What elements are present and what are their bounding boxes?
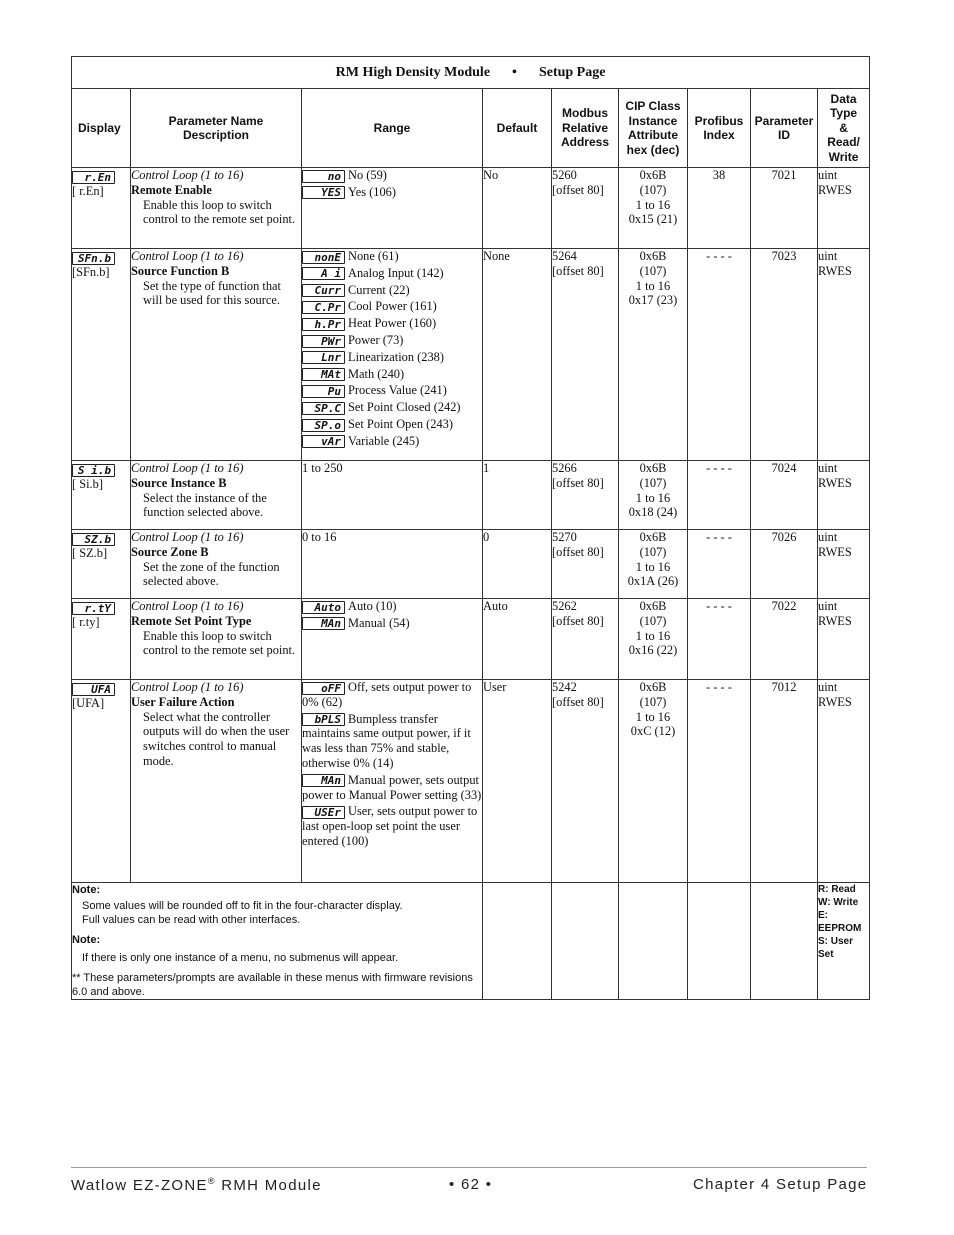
empty-cell — [483, 883, 552, 1000]
note-text: Some values will be rounded off to fit in the four-character display. — [82, 900, 403, 912]
modbus-offset: [offset 80] — [552, 263, 604, 278]
range-option — [302, 712, 482, 771]
cip-line: 1 to 16 — [635, 628, 671, 643]
cip-line: 0x15 (21) — [628, 212, 678, 227]
lcd-display-icon: nonE — [302, 251, 345, 264]
range-option — [302, 299, 482, 314]
lcd-display-icon: r.En — [72, 171, 115, 184]
range-option — [302, 434, 482, 449]
range-option-text: Set Point Open (243) — [348, 416, 453, 431]
param-name: Remote Set Point Type — [131, 613, 252, 628]
range-option-text: Variable (245) — [348, 433, 420, 448]
cip-cell — [619, 461, 688, 530]
data-type: uint — [818, 680, 838, 694]
lcd-display-icon: S i.b — [72, 464, 115, 477]
range-text: 1 to 250 — [302, 461, 343, 475]
cip-line: (107) — [639, 613, 667, 628]
range-option-text: Set Point Closed (242) — [348, 400, 461, 415]
header-range: Range — [302, 89, 483, 168]
range-option-text: Cool Power (161) — [348, 299, 437, 314]
param-description: Select what the controller outputs will do when the user switches control to manual mode. — [143, 709, 290, 768]
modbus-offset: [offset 80] — [552, 182, 604, 197]
read-write: RWES — [818, 544, 852, 559]
lcd-display-icon: SZ.b — [72, 533, 115, 546]
cip-line: 0x6B — [639, 599, 667, 613]
legend-item: S: User Set — [818, 936, 854, 960]
notes-row — [72, 883, 870, 1000]
modbus-address: 5260 — [552, 168, 577, 182]
loop-range: Control Loop (1 to 16) — [131, 461, 244, 475]
table-row — [72, 461, 870, 530]
profibus-cell: - - - - — [688, 680, 751, 883]
read-write: RWES — [818, 263, 852, 278]
range-option — [302, 168, 482, 183]
range-option-text: Off, sets output power to 0% (62) — [302, 680, 472, 709]
param-name: Source Instance B — [131, 475, 227, 490]
loop-range: Control Loop (1 to 16) — [131, 168, 244, 182]
range-option-text: Bumpless transfer maintains same output power, if it was less than 75% and stable, otherwise 0% (14) — [302, 711, 471, 770]
cip-line: (107) — [639, 475, 667, 490]
data-type-cell — [818, 530, 870, 599]
modbus-cell — [552, 461, 619, 530]
table-row — [72, 680, 870, 883]
range-option — [302, 616, 482, 631]
cip-line: 1 to 16 — [635, 278, 671, 293]
data-type: uint — [818, 168, 838, 182]
header-cip: CIP Class Instance Attribute hex (dec) — [619, 89, 688, 168]
modbus-offset: [offset 80] — [552, 694, 604, 709]
modbus-address: 5266 — [552, 461, 577, 475]
note-text: If there is only one instance of a menu, no submenus will appear. — [82, 952, 399, 964]
lcd-display-icon: MAn — [302, 617, 345, 630]
range-option — [302, 804, 482, 848]
legend-item: R: Read — [818, 884, 856, 895]
profibus-cell: - - - - — [688, 599, 751, 680]
lcd-display-icon: SP.o — [302, 419, 345, 432]
default-cell: No — [483, 168, 552, 249]
cip-line: 0x6B — [639, 680, 667, 694]
footer-product: Watlow EZ-ZONE — [71, 1177, 208, 1194]
table-title — [72, 57, 870, 89]
range-cell — [302, 168, 483, 249]
cip-cell — [619, 680, 688, 883]
profibus-cell: 38 — [688, 168, 751, 249]
empty-cell — [619, 883, 688, 1000]
range-option — [302, 400, 482, 415]
param-description: Set the zone of the function selected above. — [143, 559, 280, 589]
cip-line: 1 to 16 — [635, 709, 671, 724]
range-option-text: No (59) — [348, 168, 387, 182]
modbus-cell — [552, 599, 619, 680]
range-option-text: Power (73) — [348, 332, 404, 347]
data-type-cell — [818, 599, 870, 680]
cip-line: 1 to 16 — [635, 197, 671, 212]
range-option-text: Auto (10) — [348, 599, 397, 613]
modbus-offset: [offset 80] — [552, 475, 604, 490]
note-label: Note: — [72, 884, 101, 896]
param-name-cell — [131, 249, 302, 461]
param-id-cell: 7024 — [751, 461, 818, 530]
param-name: Source Zone B — [131, 544, 209, 559]
display-cell — [72, 249, 131, 461]
lcd-display-icon: MAt — [302, 368, 345, 381]
range-cell — [302, 680, 483, 883]
cip-line: 0x16 (22) — [628, 643, 678, 658]
range-option — [302, 773, 482, 803]
empty-cell — [552, 883, 619, 1000]
loop-range: Control Loop (1 to 16) — [131, 599, 244, 613]
lcd-display-icon: SFn.b — [72, 252, 115, 265]
lcd-display-icon: no — [302, 170, 345, 183]
default-cell: None — [483, 249, 552, 461]
display-cell — [72, 599, 131, 680]
header-default: Default — [483, 89, 552, 168]
range-option-text: User, sets output power to last open-loop set point the user entered (100) — [302, 804, 478, 848]
param-name: Source Function B — [131, 263, 230, 278]
note-text: Full values can be read with other interfaces. — [82, 914, 301, 926]
param-name-cell — [131, 168, 302, 249]
header-display: Display — [72, 89, 131, 168]
param-id-cell: 7021 — [751, 168, 818, 249]
modbus-cell — [552, 680, 619, 883]
loop-range: Control Loop (1 to 16) — [131, 680, 244, 694]
modbus-address: 5262 — [552, 599, 577, 613]
data-type: uint — [818, 461, 838, 475]
range-option — [302, 266, 482, 281]
cip-line: 1 to 16 — [635, 490, 671, 505]
cip-line: 0x6B — [639, 461, 667, 475]
profibus-cell: - - - - — [688, 461, 751, 530]
cip-cell — [619, 599, 688, 680]
footer-rule — [71, 1167, 867, 1168]
display-cell — [72, 530, 131, 599]
param-name-cell — [131, 680, 302, 883]
lcd-display-icon: oFF — [302, 682, 345, 695]
modbus-offset: [offset 80] — [552, 613, 604, 628]
range-option — [302, 283, 482, 298]
header-profibus: Profibus Index — [688, 89, 751, 168]
data-type-cell — [818, 249, 870, 461]
param-description: Set the type of function that will be used for this source. — [143, 278, 281, 308]
display-cell — [72, 461, 131, 530]
header-param-name: Parameter Name Description — [131, 89, 302, 168]
lcd-display-icon: bPLS — [302, 713, 345, 726]
cip-line: (107) — [639, 544, 667, 559]
data-type-cell — [818, 680, 870, 883]
lcd-display-icon: Auto — [302, 601, 345, 614]
modbus-offset: [offset 80] — [552, 544, 604, 559]
table-body — [72, 168, 870, 883]
table-row — [72, 249, 870, 461]
table-row — [72, 168, 870, 249]
data-type-cell — [818, 168, 870, 249]
table-row — [72, 599, 870, 680]
cip-line: (107) — [639, 182, 667, 197]
param-name-cell — [131, 530, 302, 599]
modbus-address: 5264 — [552, 249, 577, 263]
display-code: [ r.ty] — [72, 615, 100, 630]
range-option — [302, 599, 482, 614]
cip-line: 0x6B — [639, 168, 667, 182]
parameter-table — [71, 56, 870, 1000]
header-data-type: Data Type & Read/ Write — [818, 89, 870, 168]
read-write: RWES — [818, 475, 852, 490]
title-bullet: • — [512, 64, 517, 80]
cip-line: (107) — [639, 263, 667, 278]
header-row — [72, 89, 870, 168]
lcd-display-icon: Lnr — [302, 351, 345, 364]
range-option — [302, 383, 482, 398]
note-label: Note: — [72, 934, 101, 946]
cip-line: 0x18 (24) — [628, 505, 678, 520]
param-name-cell — [131, 599, 302, 680]
cip-line: 0xC (12) — [630, 724, 676, 739]
range-option — [302, 249, 482, 264]
param-id-cell: 7026 — [751, 530, 818, 599]
data-type-cell — [818, 461, 870, 530]
range-cell — [302, 530, 483, 599]
range-cell — [302, 249, 483, 461]
page-name: Setup Page — [538, 64, 606, 80]
data-type: uint — [818, 599, 838, 613]
range-option-text: Analog Input (142) — [348, 265, 444, 280]
range-option — [302, 350, 482, 365]
empty-cell — [751, 883, 818, 1000]
display-cell — [72, 680, 131, 883]
default-cell: 1 — [483, 461, 552, 530]
legend-item: E: EEPROM — [818, 910, 862, 934]
table-row — [72, 530, 870, 599]
param-id-cell: 7022 — [751, 599, 818, 680]
range-option-text: Heat Power (160) — [348, 316, 437, 331]
cip-line: 0x17 (23) — [628, 293, 678, 308]
module-name: RM High Density Module — [335, 64, 491, 80]
read-write: RWES — [818, 613, 852, 628]
display-code: [ r.En] — [72, 184, 104, 199]
lcd-display-icon: MAn — [302, 774, 345, 787]
range-option — [302, 367, 482, 382]
lcd-display-icon: YES — [302, 186, 345, 199]
lcd-display-icon: SP.C — [302, 402, 345, 415]
footer-module: RMH Module — [215, 1177, 322, 1194]
range-option — [302, 680, 482, 710]
empty-cell — [688, 883, 751, 1000]
cip-line: 0x6B — [639, 530, 667, 544]
read-write: RWES — [818, 694, 852, 709]
range-option-text: Current (22) — [348, 282, 410, 297]
lcd-display-icon: USEr — [302, 806, 345, 819]
data-type: uint — [818, 249, 838, 263]
cip-cell — [619, 168, 688, 249]
range-cell — [302, 599, 483, 680]
modbus-address: 5242 — [552, 680, 577, 694]
range-option-text: Manual power, sets output power to Manual Power setting (33) — [302, 772, 482, 802]
display-code: [ SZ.b] — [72, 546, 108, 561]
modbus-address: 5270 — [552, 530, 577, 544]
lcd-display-icon: A i — [302, 267, 345, 280]
param-name-cell — [131, 461, 302, 530]
param-description: Enable this loop to switch control to the remote set point. — [143, 628, 296, 658]
page-number: • 62 • — [449, 1176, 493, 1193]
cip-line: 0x1A (26) — [627, 574, 679, 589]
range-option-text: Manual (54) — [348, 615, 410, 630]
footer-chapter: Chapter 4 Setup Page — [693, 1176, 868, 1193]
param-description: Enable this loop to switch control to the remote set point. — [143, 197, 296, 227]
header-param-id: Parameter ID — [751, 89, 818, 168]
default-cell: 0 — [483, 530, 552, 599]
lcd-display-icon: Pu — [302, 385, 345, 398]
param-id-cell: 7023 — [751, 249, 818, 461]
default-cell: Auto — [483, 599, 552, 680]
lcd-display-icon: Curr — [302, 284, 345, 297]
read-write: RWES — [818, 182, 852, 197]
range-option-text: Yes (106) — [348, 184, 396, 199]
display-code: [ Si.b] — [72, 477, 103, 492]
cip-cell — [619, 249, 688, 461]
range-option-text: Process Value (241) — [348, 383, 447, 398]
param-name: Remote Enable — [131, 182, 212, 197]
range-option-text: None (61) — [348, 249, 399, 263]
loop-range: Control Loop (1 to 16) — [131, 249, 244, 263]
legend-item: W: Write — [818, 897, 859, 908]
default-cell: User — [483, 680, 552, 883]
lcd-display-icon: UFA — [72, 683, 115, 696]
cip-cell — [619, 530, 688, 599]
param-description: Select the instance of the function selected above. — [143, 490, 267, 520]
display-code: [UFA] — [72, 696, 105, 711]
modbus-cell — [552, 168, 619, 249]
display-cell — [72, 168, 131, 249]
range-text: 0 to 16 — [302, 530, 337, 544]
data-type: uint — [818, 530, 838, 544]
profibus-cell: - - - - — [688, 249, 751, 461]
param-id-cell: 7012 — [751, 680, 818, 883]
param-name: User Failure Action — [131, 694, 235, 709]
range-option — [302, 333, 482, 348]
range-option — [302, 316, 482, 331]
lcd-display-icon: C.Pr — [302, 301, 345, 314]
cip-line: 1 to 16 — [635, 559, 671, 574]
rw-legend — [818, 883, 870, 1000]
range-option-text: Math (240) — [348, 366, 405, 381]
lcd-display-icon: vAr — [302, 435, 345, 448]
lcd-display-icon: PWr — [302, 335, 345, 348]
notes-cell — [72, 883, 483, 1000]
range-option — [302, 185, 482, 200]
lcd-display-icon: r.tY — [72, 602, 115, 615]
registered-mark: ® — [207, 1176, 216, 1186]
lcd-display-icon: h.Pr — [302, 318, 345, 331]
cip-line: 0x6B — [639, 249, 667, 263]
header-modbus: Modbus Relative Address — [552, 89, 619, 168]
modbus-cell — [552, 530, 619, 599]
range-cell — [302, 461, 483, 530]
cip-line: (107) — [639, 694, 667, 709]
modbus-cell — [552, 249, 619, 461]
profibus-cell: - - - - — [688, 530, 751, 599]
range-option-text: Linearization (238) — [348, 349, 444, 364]
note-text: ** These parameters/prompts are available in these menus with firmware revisions 6.0 and above. — [72, 972, 473, 998]
footer-left — [71, 1176, 322, 1194]
range-option — [302, 417, 482, 432]
loop-range: Control Loop (1 to 16) — [131, 530, 244, 544]
display-code: [SFn.b] — [72, 265, 110, 280]
